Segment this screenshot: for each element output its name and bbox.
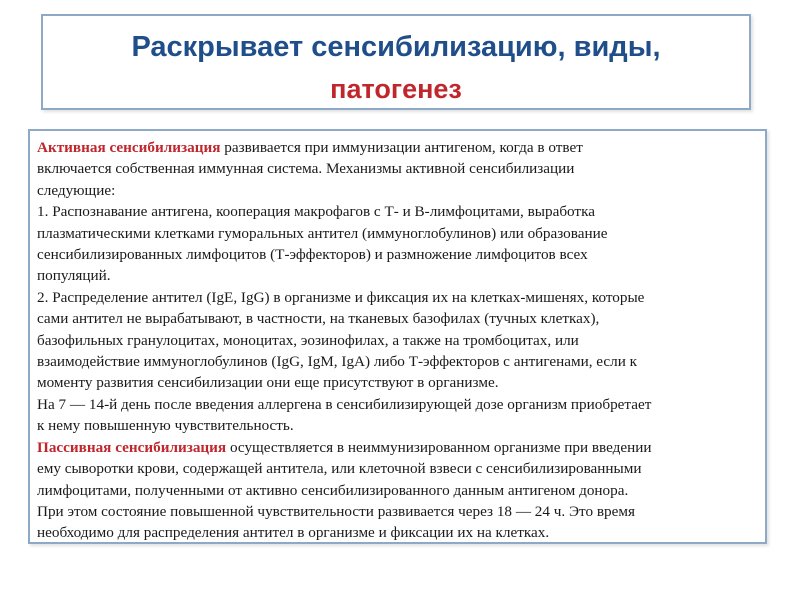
paragraph-line-14: к нему повышенную чувствительность. [37, 417, 294, 435]
paragraph-line-15: Пассивная сенсибилизация осуществляется в неиммунизированном организме при введении [37, 438, 652, 456]
paragraph-line-2: включается собственная иммунная система. Механизмы активной сенсибилизации [37, 160, 575, 178]
content-box [28, 129, 767, 544]
paragraph-line-17: лимфоцитами, полученными от активно сенсибилизированного данным антигеном донора. [37, 481, 629, 499]
paragraph-line-6: сенсибилизированных лимфоцитов (Т-эффекторов) и размножение лимфоцитов всех [37, 246, 588, 264]
slide-subtitle: патогенез [330, 74, 462, 104]
paragraph-line-10: базофильных гранулоцитах, моноцитах, эозинофилах, а также на тромбоцитах, или [37, 331, 579, 349]
title-box [41, 14, 751, 110]
content-text [37, 137, 759, 544]
paragraph-line-18: При этом состояние повышенной чувствительности развивается через 18 — 24 ч. Это время [37, 502, 635, 520]
slide-title: Раскрывает сенсибилизацию, виды, [131, 31, 661, 63]
passive-sensitization-term: Пассивная сенсибилизация [37, 438, 227, 456]
paragraph-line-3: следующие: [37, 181, 116, 199]
paragraph-line-9: сами антител не вырабатывают, в частности, на тканевых базофилах (тучных клетках), [37, 310, 600, 328]
paragraph-line-19: необходимо для распределения антител в организме и фиксации их на клетках. [37, 524, 550, 542]
paragraph-line-16: ему сыворотки крови, содержащей антитела, или клеточной взвеси с сенсибилизированными [37, 460, 642, 478]
paragraph-line-5: плазматическими клетками гуморальных антител (иммуноглобулинов) или образование [37, 224, 608, 242]
paragraph-line-11: взаимодействие иммуноглобулинов (IgG, IgM, IgA) либо Т-эффекторов с антигенами, если к [37, 353, 638, 371]
paragraph-line-8: 2. Распределение антител (IgE, IgG) в организме и фиксация их на клетках-мишенях, которые [37, 288, 645, 306]
paragraph-line-7: популяций. [37, 267, 111, 285]
paragraph-line-4: 1. Распознавание антигена, кооперация макрофагов с Т- и В-лимфоцитами, выработка [37, 203, 595, 221]
active-sensitization-term: Активная сенсибилизация [37, 139, 221, 156]
paragraph-line-12: моменту развития сенсибилизации они еще присутствуют в организме. [37, 374, 499, 392]
paragraph-line-13: На 7 — 14-й день после введения аллергена в сенсибилизирующей дозе организм приобретает [37, 395, 652, 413]
paragraph-line-1: Активная сенсибилизация развивается при иммунизации антигеном, когда в ответ [37, 139, 583, 156]
